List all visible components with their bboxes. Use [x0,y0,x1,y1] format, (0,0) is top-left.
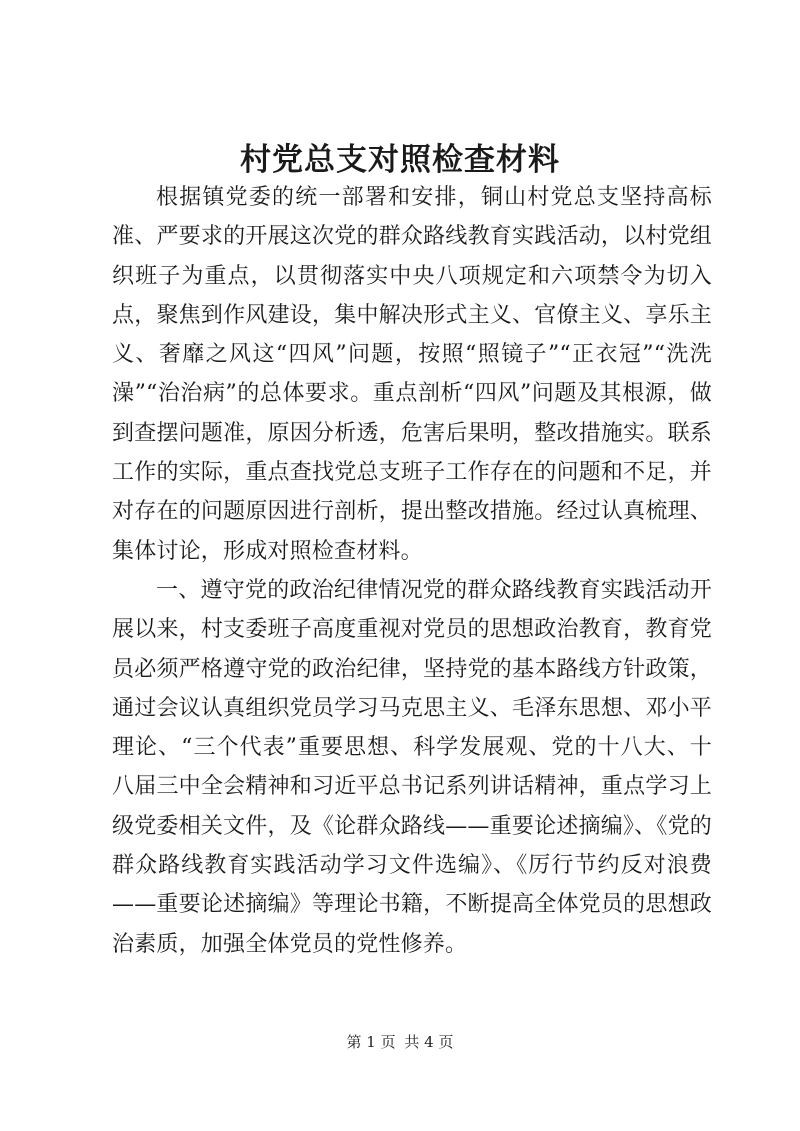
paragraph-section-1: 一、遵守党的政治纪律情况党的群众路线教育实践活动开展以来，村支委班子高度重视对党员的思想政治教育，教育党员必须严格遵守党的政治纪律，坚持党的基本路线方针政策，通过会议认真组织党员学习马克思主义、毛泽东思想、邓小平理论、“三个代表”重要思想、科学发展观、党的十八大、十八届三中全会精神和习近平总书记系列讲话精神，重点学习上级党委相关文件，及《论群众路线——重要论述摘编》、《党的群众路线教育实践活动学习文件选编》、《厉行节约反对浪费——重要论述摘编》等理论书籍，不断提高全体党员的思想政治素质，加强全体党员的党性修养。 [112,577,712,957]
document-title: 村党总支对照检查材料 [240,142,560,178]
paragraph-intro: 根据镇党委的统一部署和安排，铜山村党总支坚持高标准、严要求的开展这次党的群众路线教育实践活动，以村党组织班子为重点，以贯彻落实中央八项规定和六项禁令为切入点，聚焦到作风建设，集中解决形式主义、官僚主义、享乐主义、奢靡之风这“四风”问题，按照“照镜子”“正衣冠”“洗洗澡”“治治病”的总体要求。重点剖析“四风”问题及其根源，做到查摆问题准，原因分析透，危害后果明，整改措施实。联系工作的实际，重点查找党总支班子工作存在的问题和不足，并对存在的问题原因进行剖析，提出整改措施。经过认真梳理、集体讨论，形成对照检查材料。 [112,185,712,564]
page-footer [0,1032,800,1052]
document-body [112,178,712,964]
page-total: 共 4 页 [404,1033,454,1051]
page-number: 第 1 页 [346,1033,396,1051]
